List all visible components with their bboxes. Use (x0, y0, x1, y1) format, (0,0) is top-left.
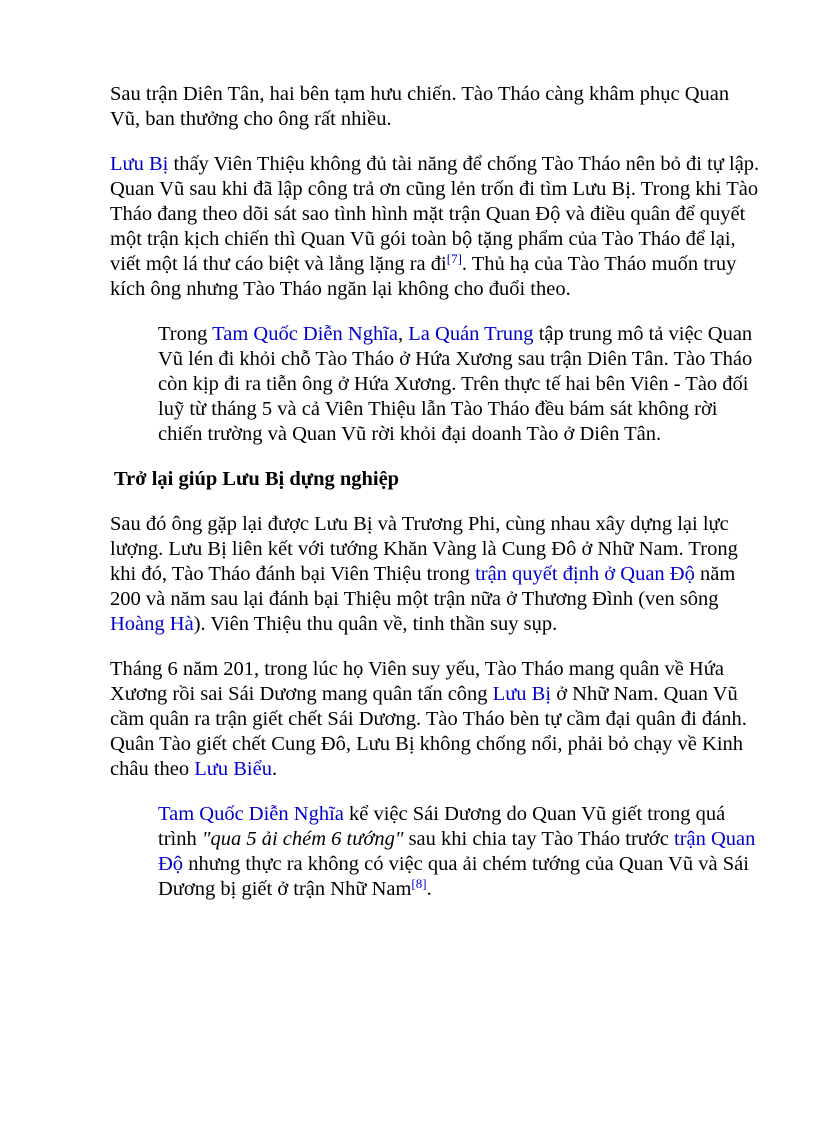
link-tam-quoc-dien-nghia[interactable]: Tam Quốc Diễn Nghĩa (212, 323, 399, 345)
link-tran-quan-do-2[interactable]: trận Quan Độ (158, 828, 756, 875)
paragraph-text: . (271, 758, 278, 780)
note-paragraph-2 (158, 802, 760, 902)
link-hoang-ha[interactable]: Hoàng Hà (110, 613, 194, 635)
link-tam-quoc-dien-nghia-2[interactable]: Tam Quốc Diễn Nghĩa (158, 803, 344, 825)
paragraph-3 (110, 512, 760, 637)
paragraph-text: năm 200 và năm sau lại đánh bại Thiệu một trận nữa ở Thương Đình (ven sông (110, 563, 736, 610)
link-luu-bi-2[interactable]: Lưu Bị (492, 683, 552, 705)
paragraph-text: Tháng 6 năm 201, trong lúc họ Viên suy yếu, Tào Tháo mang quân về Hứa Xương rồi sai Sái Dương mang quân tấn công (110, 658, 724, 705)
document-page (110, 82, 760, 922)
paragraph-text: , (398, 323, 409, 345)
paragraph-2 (110, 152, 760, 302)
paragraph-text: Trong (158, 323, 213, 345)
link-la-quan-trung[interactable]: La Quán Trung (408, 323, 534, 345)
footnote-link-7[interactable]: [7] (446, 251, 462, 266)
note-paragraph-1 (158, 322, 760, 447)
paragraph-text: thấy Viên Thiệu không đủ tài năng để chống Tào Tháo nên bỏ đi tự lập. Quan Vũ sau khi đã lập công trả ơn cũng lẻn trốn đi tìm Lưu Bị. Trong khi Tào Tháo đang theo dõi sát sao tình hình mặt trận Quan Độ và điều quân để quyết một trận kịch chiến thì Quan Vũ gói toàn bộ tặng phẩm của Tào Tháo để lại, viết một lá thư cáo biệt và lẳng lặng ra đi (110, 153, 760, 275)
paragraph-text: tập trung mô tả việc Quan Vũ lén đi khỏi chỗ Tào Tháo ở Hứa Xương sau trận Diên Tân. Tào Tháo còn kịp đi ra tiễn ông ở Hứa Xương. Trên thực tế hai bên Viên - Tào đối luỹ từ tháng 5 và cả Viên Thiệu lẫn Tào Tháo đều bám sát không rời chiến trường và Quan Vũ rời khỏi đại doanh Tào ở Diên Tân. (158, 323, 753, 445)
link-luu-bieu[interactable]: Lưu Biểu (194, 758, 272, 780)
link-tran-quan-do[interactable]: trận quyết định ở Quan Độ (475, 563, 695, 585)
paragraph-text: ). Viên Thiệu thu quân về, tinh thần suy sụp. (193, 613, 558, 635)
paragraph-text: . Thủ hạ của Tào Tháo muốn truy kích ông nhưng Tào Tháo ngăn lại không cho đuổi theo. (110, 253, 737, 300)
footnote-ref-7 (447, 251, 462, 266)
paragraph-text: sau khi chia tay Tào Tháo trước (403, 828, 674, 850)
paragraph-text: Sau đó ông gặp lại được Lưu Bị và Trương Phi, cùng nhau xây dựng lại lực lượng. Lưu Bị liên kết với tướng Khăn Vàng là Cung Đô ở Nhữ Nam. Trong khi đó, Tào Tháo đánh bại Viên Thiệu trong (110, 513, 738, 585)
paragraph-text: ở Nhữ Nam. Quan Vũ cầm quân ra trận giết chết Sái Dương. Tào Tháo bèn tự cầm đại quân đi đánh. Quân Tào giết chết Cung Đô, Lưu Bị không chống nổi, phải bỏ chạy về Kinh châu theo (110, 683, 747, 780)
paragraph-1 (110, 82, 760, 132)
footnote-ref-8 (411, 876, 426, 891)
footnote-link-8[interactable]: [8] (411, 876, 427, 891)
link-luu-bi[interactable]: Lưu Bị (110, 153, 169, 175)
paragraph-text: Sau trận Diên Tân, hai bên tạm hưu chiến. Tào Tháo càng khâm phục Quan Vũ, ban thưởng cho ông rất nhiều. (110, 83, 730, 130)
italic-quote: "qua 5 ải chém 6 tướng" (201, 828, 404, 850)
section-heading: Trở lại giúp Lưu Bị dựng nghiệp (114, 468, 400, 490)
paragraph-text: . (426, 878, 432, 900)
paragraph-text: nhưng thực ra không có việc qua ải chém tướng của Quan Vũ và Sái Dương bị giết ở trận Nhữ Nam (158, 853, 749, 900)
paragraph-4 (110, 657, 760, 782)
paragraph-text: kể việc Sái Dương do Quan Vũ giết trong quá trình (158, 803, 726, 850)
